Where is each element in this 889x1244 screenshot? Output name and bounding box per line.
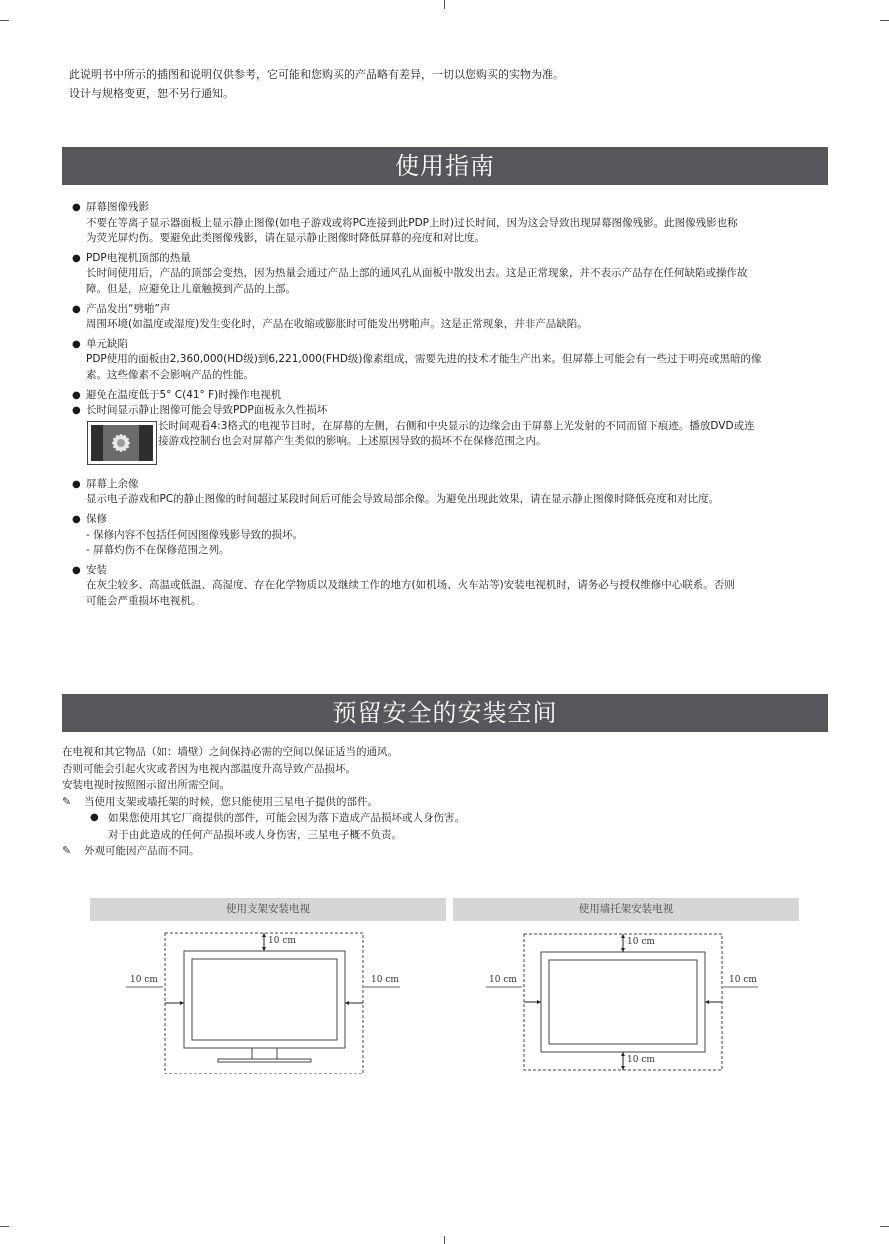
list-item: ● 长时间显示静止图像可能会导致PDP面板永久性损坏 xyxy=(70,403,830,419)
space-text: 在电视和其它物品（如：墙壁）之间保持必需的空间以保证适当的通风。 否则可能会引起火灾或者因为电视内部温度升高导致产品损坏。 安装电视时按照图示留出所需空间。 ✎ 当使用支架或墙托架的时候，您只能使用三星电子提供的部件。 ● 如果您使用其它厂商提供的部件，可能会因为落下造成产品损坏或人身伤害。 对于由此造成的任何产品损坏或人身伤害，三星电子概不负责。 ✎ 外观可能因产品而不同。 xyxy=(62,744,822,860)
top-clearance-label: 10 cm xyxy=(268,936,296,946)
intro-line-1: 此说明书中所示的插图和说明仅供参考，它可能和您购买的产品略有差异，一切以您购买的实物为准。 xyxy=(69,68,564,81)
item-head: 产品发出“劈啪”声 xyxy=(86,302,171,315)
item-head: PDP电视机顶部的热量 xyxy=(86,251,191,264)
list-item: ● 保修 - 保修内容不包括任何因图像残影导致的损坏。 - 屏幕灼伤不在保修范围之列。 xyxy=(70,512,830,559)
pencil-note-icon: ✎ xyxy=(62,844,72,857)
item-head: 安装 xyxy=(86,563,107,576)
burn-in-image xyxy=(87,421,157,465)
left-clearance-label: 10 cm xyxy=(130,975,158,985)
wall-diagram-drawing xyxy=(484,928,774,1074)
stand-diagram-drawing xyxy=(120,928,420,1074)
bottom-clearance-label: 10 cm xyxy=(627,1055,655,1065)
stand-install-header: 使用支架安装电视 xyxy=(90,898,446,921)
intro-line-2: 设计与规格变更，恕不另行通知。 xyxy=(69,87,234,100)
list-item: ● 屏幕图像残影 不要在等离子显示器面板上显示静止图像(如电子游戏或将PC连接到此PDP上时)过长时间，因为这会导致出现屏幕图像残影。此图像残影也称 为荧光屏灼伤。要避免此类图像残影，请在显示静止图像时降低屏幕的亮度和对比度。 xyxy=(70,200,830,247)
item-head: 长时间显示静止图像可能会导致PDP面板永久性损坏 xyxy=(86,404,328,417)
list-item: ● PDP电视机顶部的热量 长时间使用后，产品的顶部会变热，因为热量会通过产品上部的通风孔从面板中散发出去。这是正常现象，并不表示产品存在任何缺陷或操作故 障。但是，应避免让儿童触摸到产品的上部。 xyxy=(70,251,830,298)
note: ✎ 外观可能因产品而不同。 xyxy=(62,843,822,860)
intro-text xyxy=(69,65,564,103)
wall-install-diagram xyxy=(484,928,774,1074)
pencil-note-icon: ✎ xyxy=(62,794,72,808)
pdp-burn-in-note xyxy=(70,419,830,477)
item-head: 保修 xyxy=(86,512,107,525)
wall-install-header: 使用墙托架安装电视 xyxy=(453,898,799,921)
item-head: 避免在温度低于5° C(41° F)时操作电视机 xyxy=(86,388,282,401)
guide-title: 使用指南 xyxy=(62,147,828,185)
stand-install-diagram xyxy=(120,928,420,1074)
item-head: 屏幕上余像 xyxy=(86,477,139,490)
list-item: ● 产品发出“劈啪”声 周围环境(如温度或湿度)发生变化时，产品在收缩或膨胀时可能发出劈啪声。这是正常现象，并非产品缺陷。 xyxy=(70,302,830,333)
space-title: 预留安全的安装空间 xyxy=(62,694,828,732)
item-head: 单元缺陷 xyxy=(86,337,128,350)
left-clearance-label: 10 cm xyxy=(489,975,517,985)
list-item: ● 屏幕上余像 显示电子游戏和PC的静止图像的时间超过某段时间后可能会导致局部余像。为避免出现此效果，请在显示静止图像时降低亮度和对比度。 xyxy=(70,477,830,508)
guide-list xyxy=(70,200,830,609)
right-clearance-label: 10 cm xyxy=(371,975,399,985)
right-clearance-label: 10 cm xyxy=(729,975,757,985)
item-head: 屏幕图像残影 xyxy=(86,201,149,213)
top-clearance-label: 10 cm xyxy=(627,937,655,947)
sub-note: ● 如果您使用其它厂商提供的部件，可能会因为落下造成产品损坏或人身伤害。 对于由此造成的任何产品损坏或人身伤害，三星电子概不负责。 xyxy=(90,812,465,841)
list-item: ● 单元缺陷 PDP使用的面板由2,360,000(HD级)到6,221,000(FHD级)像素组成，需要先进的技术才能生产出来。但屏幕上可能会有一些过于明亮或黑暗的像 素。这些像素不会影响产品的性能。 xyxy=(70,337,830,384)
list-item: ● 避免在温度低于5° C(41° F)时操作电视机 xyxy=(70,388,830,404)
pdp-description: 长时间观看4:3格式的电视节目时，在屏幕的左侧，右侧和中央显示的边缘会由于屏幕上光发射的不同而留下痕迹。播放DVD或连 接游戏控制台也会对屏幕产生类似的影响。上述原因导致的损坏不在保修范围之内。 xyxy=(158,419,755,448)
note: ✎ 当使用支架或墙托架的时候，您只能使用三星电子提供的部件。 xyxy=(62,794,822,811)
list-item: ● 安装 在灰尘较多、高温或低温、高湿度、存在化学物质以及继续工作的地方(如机场、火车站等)安装电视机时，请务必与授权维修中心联系。否则 可能会严重损坏电视机。 xyxy=(70,563,830,610)
